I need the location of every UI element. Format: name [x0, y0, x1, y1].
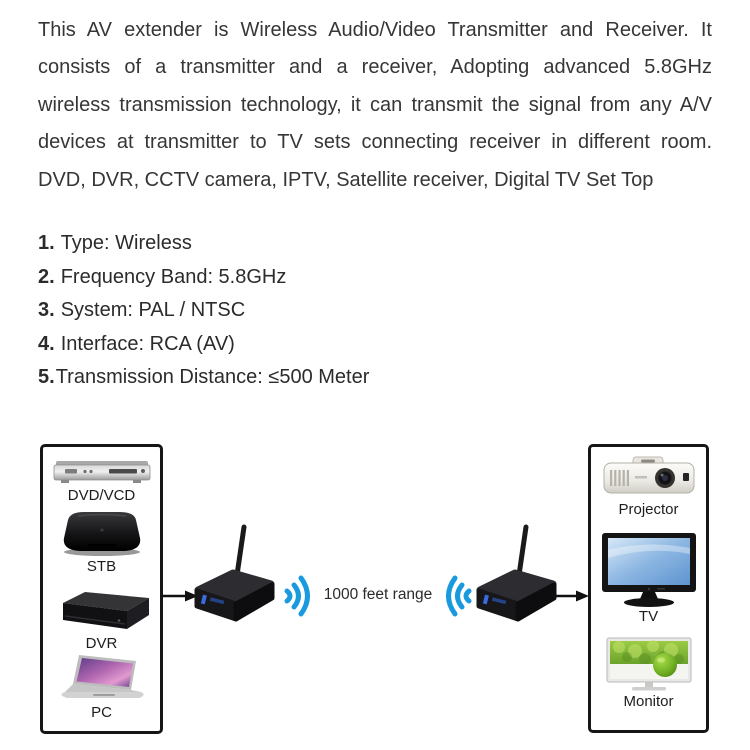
spec-text: Type: Wireless — [60, 232, 192, 254]
spec-text: System: PAL / NTSC — [60, 299, 246, 322]
spec-text: Frequency Band: 5.8GHz — [60, 265, 287, 288]
spec-number: 4. — [38, 332, 55, 355]
spec-number: 5. — [38, 366, 55, 389]
range-label: 1000 feet range — [323, 586, 433, 603]
device-label-dvr: DVR — [85, 635, 118, 652]
description-line: This AV extender is Wireless Audio/Video Transmitter and Receiver. It — [38, 19, 712, 41]
description-line: wireless transmission technology, it can transmit the signal from any A/V — [38, 93, 712, 116]
spec-number: 1. — [38, 232, 55, 254]
description-line: consists of a transmitter and a receiver, Adopting advanced 5.8GHz — [38, 56, 712, 79]
dvr-image — [51, 583, 153, 635]
stb-image — [58, 508, 146, 558]
arrow-right-icon — [552, 590, 590, 602]
device-label-dvd: DVD/VCD — [67, 487, 136, 504]
device-label-projector: Projector — [618, 501, 679, 518]
spec-number: 2. — [38, 265, 55, 288]
spec-text: Transmission Distance: ≤500 Meter — [55, 366, 370, 389]
device-label-tv: TV — [638, 608, 659, 625]
description-line: DVD, DVR, CCTV camera, IPTV, Satellite receiver, Digital TV Set Top — [38, 168, 654, 191]
projector-image — [601, 455, 697, 501]
spec-number: 3. — [38, 299, 55, 322]
tv-image — [599, 532, 699, 608]
device-label-pc: PC — [91, 704, 112, 721]
source-devices-box — [40, 444, 163, 734]
spec-text: Interface: RCA (AV) — [60, 332, 235, 355]
transmitter-image — [186, 520, 281, 626]
dvd-player-image — [53, 457, 151, 487]
wifi-waves-icon — [283, 571, 315, 621]
laptop-image — [55, 654, 149, 704]
monitor-image — [605, 637, 693, 693]
device-label-stb: STB — [86, 558, 117, 575]
device-label-monitor: Monitor — [623, 693, 674, 710]
display-devices-box — [588, 444, 709, 733]
description-line: devices at transmitter to TV sets connecting receiver in different room. — [38, 131, 712, 154]
receiver-image — [468, 520, 563, 626]
